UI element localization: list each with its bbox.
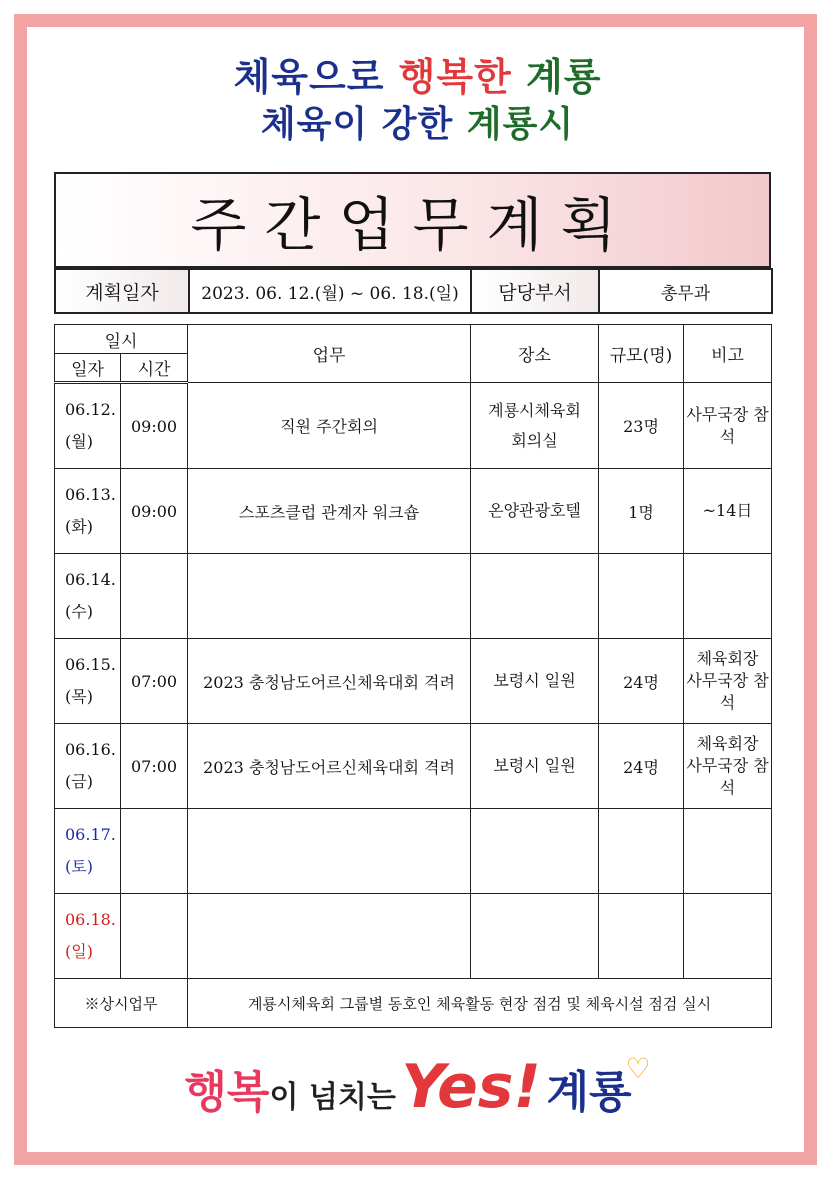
- date-cell: [55, 554, 121, 639]
- plan-date-label: 계획일자: [55, 269, 189, 313]
- scale-cell: 24명: [599, 639, 684, 724]
- day-text: (목): [65, 687, 93, 706]
- scale-cell: [599, 809, 684, 894]
- date-text: 06.14.: [65, 570, 116, 589]
- schedule-rows: [55, 383, 772, 979]
- scale-cell: [599, 554, 684, 639]
- plan-date-value: 2023. 06. 12.(월) ~ 06. 18.(일): [189, 269, 471, 313]
- remark-cell: 체육회장 사무국장 참석: [684, 639, 772, 724]
- footer-label: ※상시업무: [55, 979, 188, 1028]
- task-cell: 스포츠클럽 관계자 워크숍: [188, 469, 471, 554]
- dept-value: 총무과: [599, 269, 772, 313]
- time-cell: 07:00: [121, 639, 188, 724]
- header-date: 일자: [55, 354, 121, 383]
- place-cell: [471, 894, 599, 979]
- task-cell: [188, 809, 471, 894]
- table-row: [55, 469, 772, 554]
- slogan-part: 계룡: [511, 55, 602, 99]
- date-text: 06.18.: [65, 910, 116, 929]
- time-cell: [121, 894, 188, 979]
- remark-cell: [684, 809, 772, 894]
- logo-part: 이 넘치는: [269, 1080, 396, 1115]
- day-text: (수): [65, 602, 93, 621]
- table-row: [55, 894, 772, 979]
- scale-cell: 1명: [599, 469, 684, 554]
- place-cell: [471, 809, 599, 894]
- info-table: [54, 268, 773, 314]
- title-box: [54, 172, 771, 268]
- time-cell: 07:00: [121, 724, 188, 809]
- day-text: (일): [65, 942, 93, 961]
- date-cell: [55, 383, 121, 469]
- date-text: 06.12.: [65, 400, 116, 419]
- place-cell: 온양관광호텔: [471, 469, 599, 554]
- task-cell: 2023 충청남도어르신체육대회 격려: [188, 724, 471, 809]
- slogan-part: 체육이 강한: [260, 104, 454, 145]
- logo-part: 행복: [184, 1067, 270, 1118]
- date-text: 06.17.: [65, 825, 116, 844]
- header-time: 시간: [121, 354, 188, 383]
- date-cell: [55, 639, 121, 724]
- logo-part: Yes!: [401, 1052, 541, 1122]
- remark-cell: 체육회장 사무국장 참석: [684, 724, 772, 809]
- task-cell: [188, 894, 471, 979]
- task-cell: 직원 주간회의: [188, 383, 471, 469]
- heart-icon: ♡: [625, 1052, 651, 1085]
- table-row: [55, 724, 772, 809]
- place-cell: 계룡시체육회 회의실: [471, 383, 599, 469]
- dept-label: 담당부서: [471, 269, 599, 313]
- remark-cell: ~14日: [684, 469, 772, 554]
- slogan-part: 행복한: [398, 55, 512, 99]
- time-cell: [121, 809, 188, 894]
- remark-cell: 사무국장 참석: [684, 383, 772, 469]
- header-task: 업무: [188, 325, 471, 383]
- remark-cell: [684, 554, 772, 639]
- date-text: 06.15.: [65, 655, 116, 674]
- day-text: (월): [65, 432, 93, 451]
- date-cell: [55, 724, 121, 809]
- date-cell: [55, 469, 121, 554]
- page-title: 주간업무계획: [190, 191, 635, 259]
- header-place: 장소: [471, 325, 599, 383]
- day-text: (금): [65, 772, 93, 791]
- slogan-part: 계룡시: [453, 104, 575, 145]
- time-cell: [121, 554, 188, 639]
- scale-cell: 23명: [599, 383, 684, 469]
- schedule-table: [54, 324, 772, 1028]
- slogan-part: 체육으로: [233, 55, 399, 99]
- date-text: 06.13.: [65, 485, 116, 504]
- scale-cell: 24명: [599, 724, 684, 809]
- date-cell: [55, 894, 121, 979]
- footer-text: 계룡시체육회 그룹별 동호인 체육활동 현장 점검 및 체육시설 점검 실시: [188, 979, 772, 1028]
- table-row: [55, 554, 772, 639]
- task-cell: 2023 충청남도어르신체육대회 격려: [188, 639, 471, 724]
- slogan-line-2: [0, 96, 835, 147]
- bottom-logo: [0, 1052, 835, 1122]
- table-row: [55, 383, 772, 469]
- day-text: (화): [65, 517, 93, 536]
- remark-cell: [684, 894, 772, 979]
- date-cell: [55, 809, 121, 894]
- scale-cell: [599, 894, 684, 979]
- table-row: [55, 639, 772, 724]
- header-remark: 비고: [684, 325, 772, 383]
- table-row: [55, 809, 772, 894]
- header-scale: 규모(명): [599, 325, 684, 383]
- place-cell: 보령시 일원: [471, 639, 599, 724]
- date-text: 06.16.: [65, 740, 116, 759]
- day-text: (토): [65, 857, 93, 876]
- task-cell: [188, 554, 471, 639]
- place-cell: [471, 554, 599, 639]
- header-datetime: 일시: [55, 325, 188, 354]
- slogan-line-1: [0, 46, 835, 101]
- logo-part: 계룡: [546, 1067, 632, 1118]
- place-cell: 보령시 일원: [471, 724, 599, 809]
- time-cell: 09:00: [121, 383, 188, 469]
- time-cell: 09:00: [121, 469, 188, 554]
